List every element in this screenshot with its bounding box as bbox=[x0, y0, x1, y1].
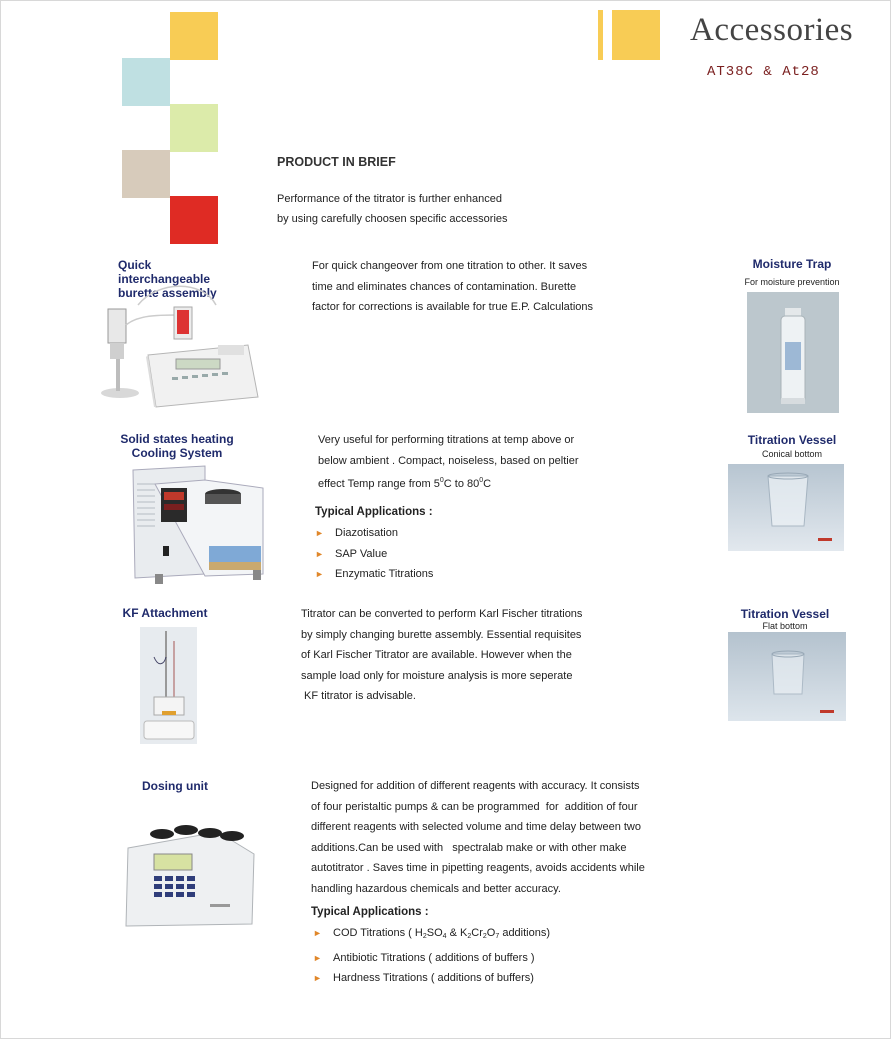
heating-title bbox=[110, 432, 244, 460]
vessel-flat-subtitle: Flat bottom bbox=[762, 621, 808, 631]
brief-line: Performance of the titrator is further enhanced bbox=[277, 193, 503, 205]
header-accent-square bbox=[612, 10, 660, 60]
arrow-bullet-icon: ► bbox=[313, 952, 322, 963]
kf-attachment-image bbox=[140, 627, 197, 744]
dosing-line: of four peristaltic pumps & can be programmed for addition of four bbox=[311, 800, 638, 813]
dosing-line: different reagents with selected volume and time delay between two bbox=[311, 821, 641, 833]
burette-line: For quick changeover from one titration to other. It saves bbox=[312, 260, 588, 272]
subscript: 2 bbox=[422, 933, 427, 940]
heating-description bbox=[318, 430, 618, 495]
header-accent-bar bbox=[598, 10, 603, 60]
deco-square-cyan bbox=[122, 58, 170, 106]
degree-sup: 0 bbox=[479, 477, 484, 484]
arrow-bullet-icon: ► bbox=[315, 528, 324, 538]
kf-title: KF Attachment bbox=[122, 606, 208, 620]
heating-line3-text: C to 80 bbox=[443, 478, 480, 490]
heating-line3-text: C bbox=[483, 478, 492, 490]
subscript: 4 bbox=[442, 933, 447, 940]
dosing-apps-list bbox=[313, 923, 550, 989]
heating-title-line: Cooling System bbox=[131, 446, 223, 460]
heating-cooling-image bbox=[125, 464, 267, 589]
burette-assembly-image bbox=[98, 285, 260, 409]
deco-square-yellow bbox=[170, 12, 218, 60]
dosing-title: Dosing unit bbox=[142, 779, 208, 793]
flat-vessel-image bbox=[728, 632, 846, 721]
vessel-flat-title: Titration Vessel bbox=[740, 607, 830, 621]
heating-apps-heading: Typical Applications : bbox=[315, 506, 433, 518]
heating-title-line: Solid states heating bbox=[120, 432, 234, 446]
deco-square-red bbox=[170, 196, 218, 244]
model-label: AT38C & At28 bbox=[707, 64, 820, 80]
arrow-bullet-icon: ► bbox=[313, 928, 322, 938]
brief-text bbox=[277, 189, 577, 229]
conical-vessel-image bbox=[728, 464, 844, 551]
arrow-bullet-icon: ► bbox=[315, 548, 324, 559]
list-item-label: Antibiotic Titrations ( additions of buffers ) bbox=[333, 951, 535, 964]
subscript: 7 bbox=[495, 933, 500, 940]
vessel-conical-title: Titration Vessel bbox=[747, 433, 837, 447]
page-title: Accessories bbox=[690, 12, 854, 48]
list-item bbox=[313, 968, 550, 989]
list-item-label: Enzymatic Titrations bbox=[335, 568, 434, 580]
list-item bbox=[315, 544, 433, 565]
cod-text: & K bbox=[446, 927, 468, 939]
list-item bbox=[315, 523, 433, 544]
cod-text: additions) bbox=[499, 927, 551, 939]
list-item bbox=[313, 923, 550, 948]
cod-text: COD Titrations ( H bbox=[333, 927, 423, 939]
list-item-label: Hardness Titrations ( additions of buffers) bbox=[333, 972, 534, 984]
kf-line: by simply changing burette assembly. Essential requisites bbox=[301, 628, 582, 641]
arrow-bullet-icon: ► bbox=[313, 973, 322, 983]
deco-square-beige bbox=[122, 150, 170, 198]
subscript: 2 bbox=[482, 933, 487, 940]
list-item bbox=[315, 564, 433, 585]
brief-heading: PRODUCT IN BRIEF bbox=[277, 155, 396, 169]
subscript: 2 bbox=[467, 933, 472, 940]
dosing-unit-image bbox=[120, 824, 258, 927]
dosing-line: autotitrator . Saves time in pipetting reagents, avoids accidents while bbox=[311, 862, 645, 874]
dosing-line: Designed for addition of different reagents with accuracy. It consists bbox=[311, 780, 640, 792]
burette-title-line: Quick interchangeable bbox=[118, 258, 211, 286]
cod-text: O bbox=[486, 927, 496, 939]
heating-line3-text: effect Temp range from 5 bbox=[318, 478, 440, 490]
heating-line bbox=[318, 471, 618, 495]
moisture-trap-image bbox=[747, 292, 839, 413]
kf-line: Titrator can be converted to perform Karl Fischer titrations bbox=[301, 608, 583, 620]
arrow-bullet-icon: ► bbox=[315, 569, 324, 579]
vessel-conical-subtitle: Conical bottom bbox=[761, 449, 823, 459]
dosing-apps-heading: Typical Applications : bbox=[311, 906, 429, 918]
moisture-trap-title: Moisture Trap bbox=[752, 257, 832, 271]
dosing-description bbox=[311, 776, 677, 899]
heating-apps-list bbox=[315, 523, 433, 585]
kf-line: sample load only for moisture analysis is more seperate bbox=[301, 669, 573, 682]
heating-line: Very useful for performing titrations at temp above or bbox=[318, 434, 575, 446]
kf-description bbox=[301, 604, 611, 707]
heating-line: below ambient . Compact, noiseless, based on peltier bbox=[318, 454, 579, 467]
brief-line: by using carefully choosen specific accessories bbox=[277, 213, 508, 225]
burette-line: factor for corrections is available for true E.P. Calculations bbox=[312, 301, 594, 313]
cod-text: SO bbox=[426, 927, 443, 939]
kf-line: KF titrator is advisable. bbox=[301, 690, 416, 702]
burette-title-line: burette assembly bbox=[118, 286, 217, 300]
burette-line: time and eliminates chances of contamination. Burette bbox=[312, 280, 577, 293]
kf-line: of Karl Fischer Titrator are available. However when the bbox=[301, 649, 572, 661]
degree-sup: 0 bbox=[439, 477, 444, 484]
burette-description bbox=[312, 256, 621, 318]
cod-text: Cr bbox=[471, 927, 483, 939]
moisture-trap-subtitle: For moisture prevention bbox=[744, 277, 840, 287]
list-item-label: SAP Value bbox=[335, 547, 388, 560]
dosing-line: handling hazardous chemicals and better accuracy. bbox=[311, 882, 561, 895]
list-item bbox=[313, 948, 550, 969]
list-item-label: Diazotisation bbox=[335, 527, 398, 539]
deco-square-lime bbox=[170, 104, 218, 152]
dosing-line: additions.Can be used with spectralab make or with other make bbox=[311, 841, 627, 854]
